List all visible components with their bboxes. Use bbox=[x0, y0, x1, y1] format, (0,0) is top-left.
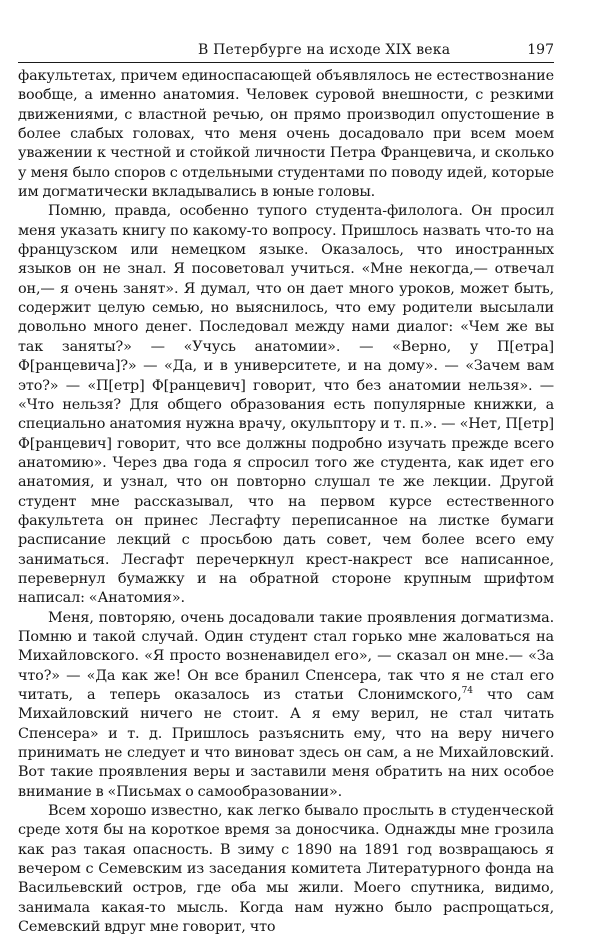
paragraph-4: Всем хорошо известно, как легко бывало прослыть в студенческой среде хотя бы на короткое время за доносчика. Однажды мне грозила как раз такая опасность. В зиму с 1890 на 1891 год возвращаюсь я вечером с Семевским из заседания комитета Литературного фонда на Васильевский остров, где оба мы жили. Моего спутника, видимо, занимала какая-то мысль. Когда нам нужно было распрощаться, Семевский вдруг мне говорит, что bbox=[18, 803, 554, 936]
paragraph-3 bbox=[18, 609, 554, 802]
body-text bbox=[18, 67, 554, 937]
footnote-reference[interactable]: 74 bbox=[461, 686, 473, 696]
running-header bbox=[18, 42, 554, 63]
book-page bbox=[18, 42, 554, 937]
paragraph-2: Помню, правда, особенно тупого студента-филолога. Он просил меня указать книгу по какому-то вопросу. Пришлось назвать что-то на французском или немецком языке. Оказалось, что иностранных языков он не знал. Я посоветовал учиться. «Мне некогда,— отвечал он,— я очень занят». Я думал, что он дает много уроков, может быть, содержит целую семью, но выяснилось, что ему родители высылали довольно много денег. Последовал между нами диалог: «Чем же вы так заняты?» — «Учусь анатомии». — «Верно, у П[етра] Ф[ранцевича]?» — «Да, и в университете, и на дому». — «Зачем вам это?» — «П[етр] Ф[ранцевич] говорит, что без анатомии нельзя». — «Что нельзя? Для общего образования есть популярные книжки, а специально анатомия нужна врачу, окульптору и т. п.». — «Нет, П[етр] Ф[ранцевич] говорит, что все должны подробно изучать прежде всего анатомию». Через два года я спросил того же студента, как идет его анатомия, и узнал, что он повторно слушал те же лекции. Другой студент мне рассказывал, что на первом курсе естественного факультета он принес Лесгафту переписанное на листке бумаги расписание лекций с просьбою дать совет, чем более всего ему заниматься. Лесгафт перечеркнул крест-накрест все написанное, перевернул бумажку и на обратной стороне крупным шрифтом написал: «Анатомия». bbox=[18, 203, 554, 607]
running-title: В Петербурге на исходе XIX века bbox=[198, 42, 451, 58]
paragraph-3-part-2: что сам Михайловский ничего не стоит. А я ему верил, не стал читать Спенсера» и т. д. Пришлось разъяснить ему, что на веру ничего принимать не следует и что виноват здесь он сам, а не Михайловский. Вот такие проявления веры и заставили меня обратить на них особое внимание в «Письмах о самообразовании». bbox=[18, 687, 554, 800]
paragraph-3-part-1: Меня, повторяю, очень досадовали такие проявления догматизма. Помню и такой случай. Один студент стал горько мне жаловаться на Михайловского. «Я просто возненавидел его», — сказал он мне.— «За что?» — «Да как же! Он все бранил Спенсера, так что я не стал его читать, а теперь оказалось из статьи Слонимского, bbox=[18, 609, 554, 703]
page-number: 197 bbox=[527, 42, 554, 58]
paragraph-1: факультетах, причем единоспасающей объявлялось не естествознание вообще, а именно анатомия. Человек суровой внешности, с резкими движениями, с властной речью, он прямо производил опустошение в более слабых головах, что меня очень досадовало при всем моем уважении к честной и стойкой личности Петра Францевича, и сколько у меня было споров с отдельными студентами по поводу идей, которые им догматически вкладывались в юные головы. bbox=[18, 68, 554, 201]
